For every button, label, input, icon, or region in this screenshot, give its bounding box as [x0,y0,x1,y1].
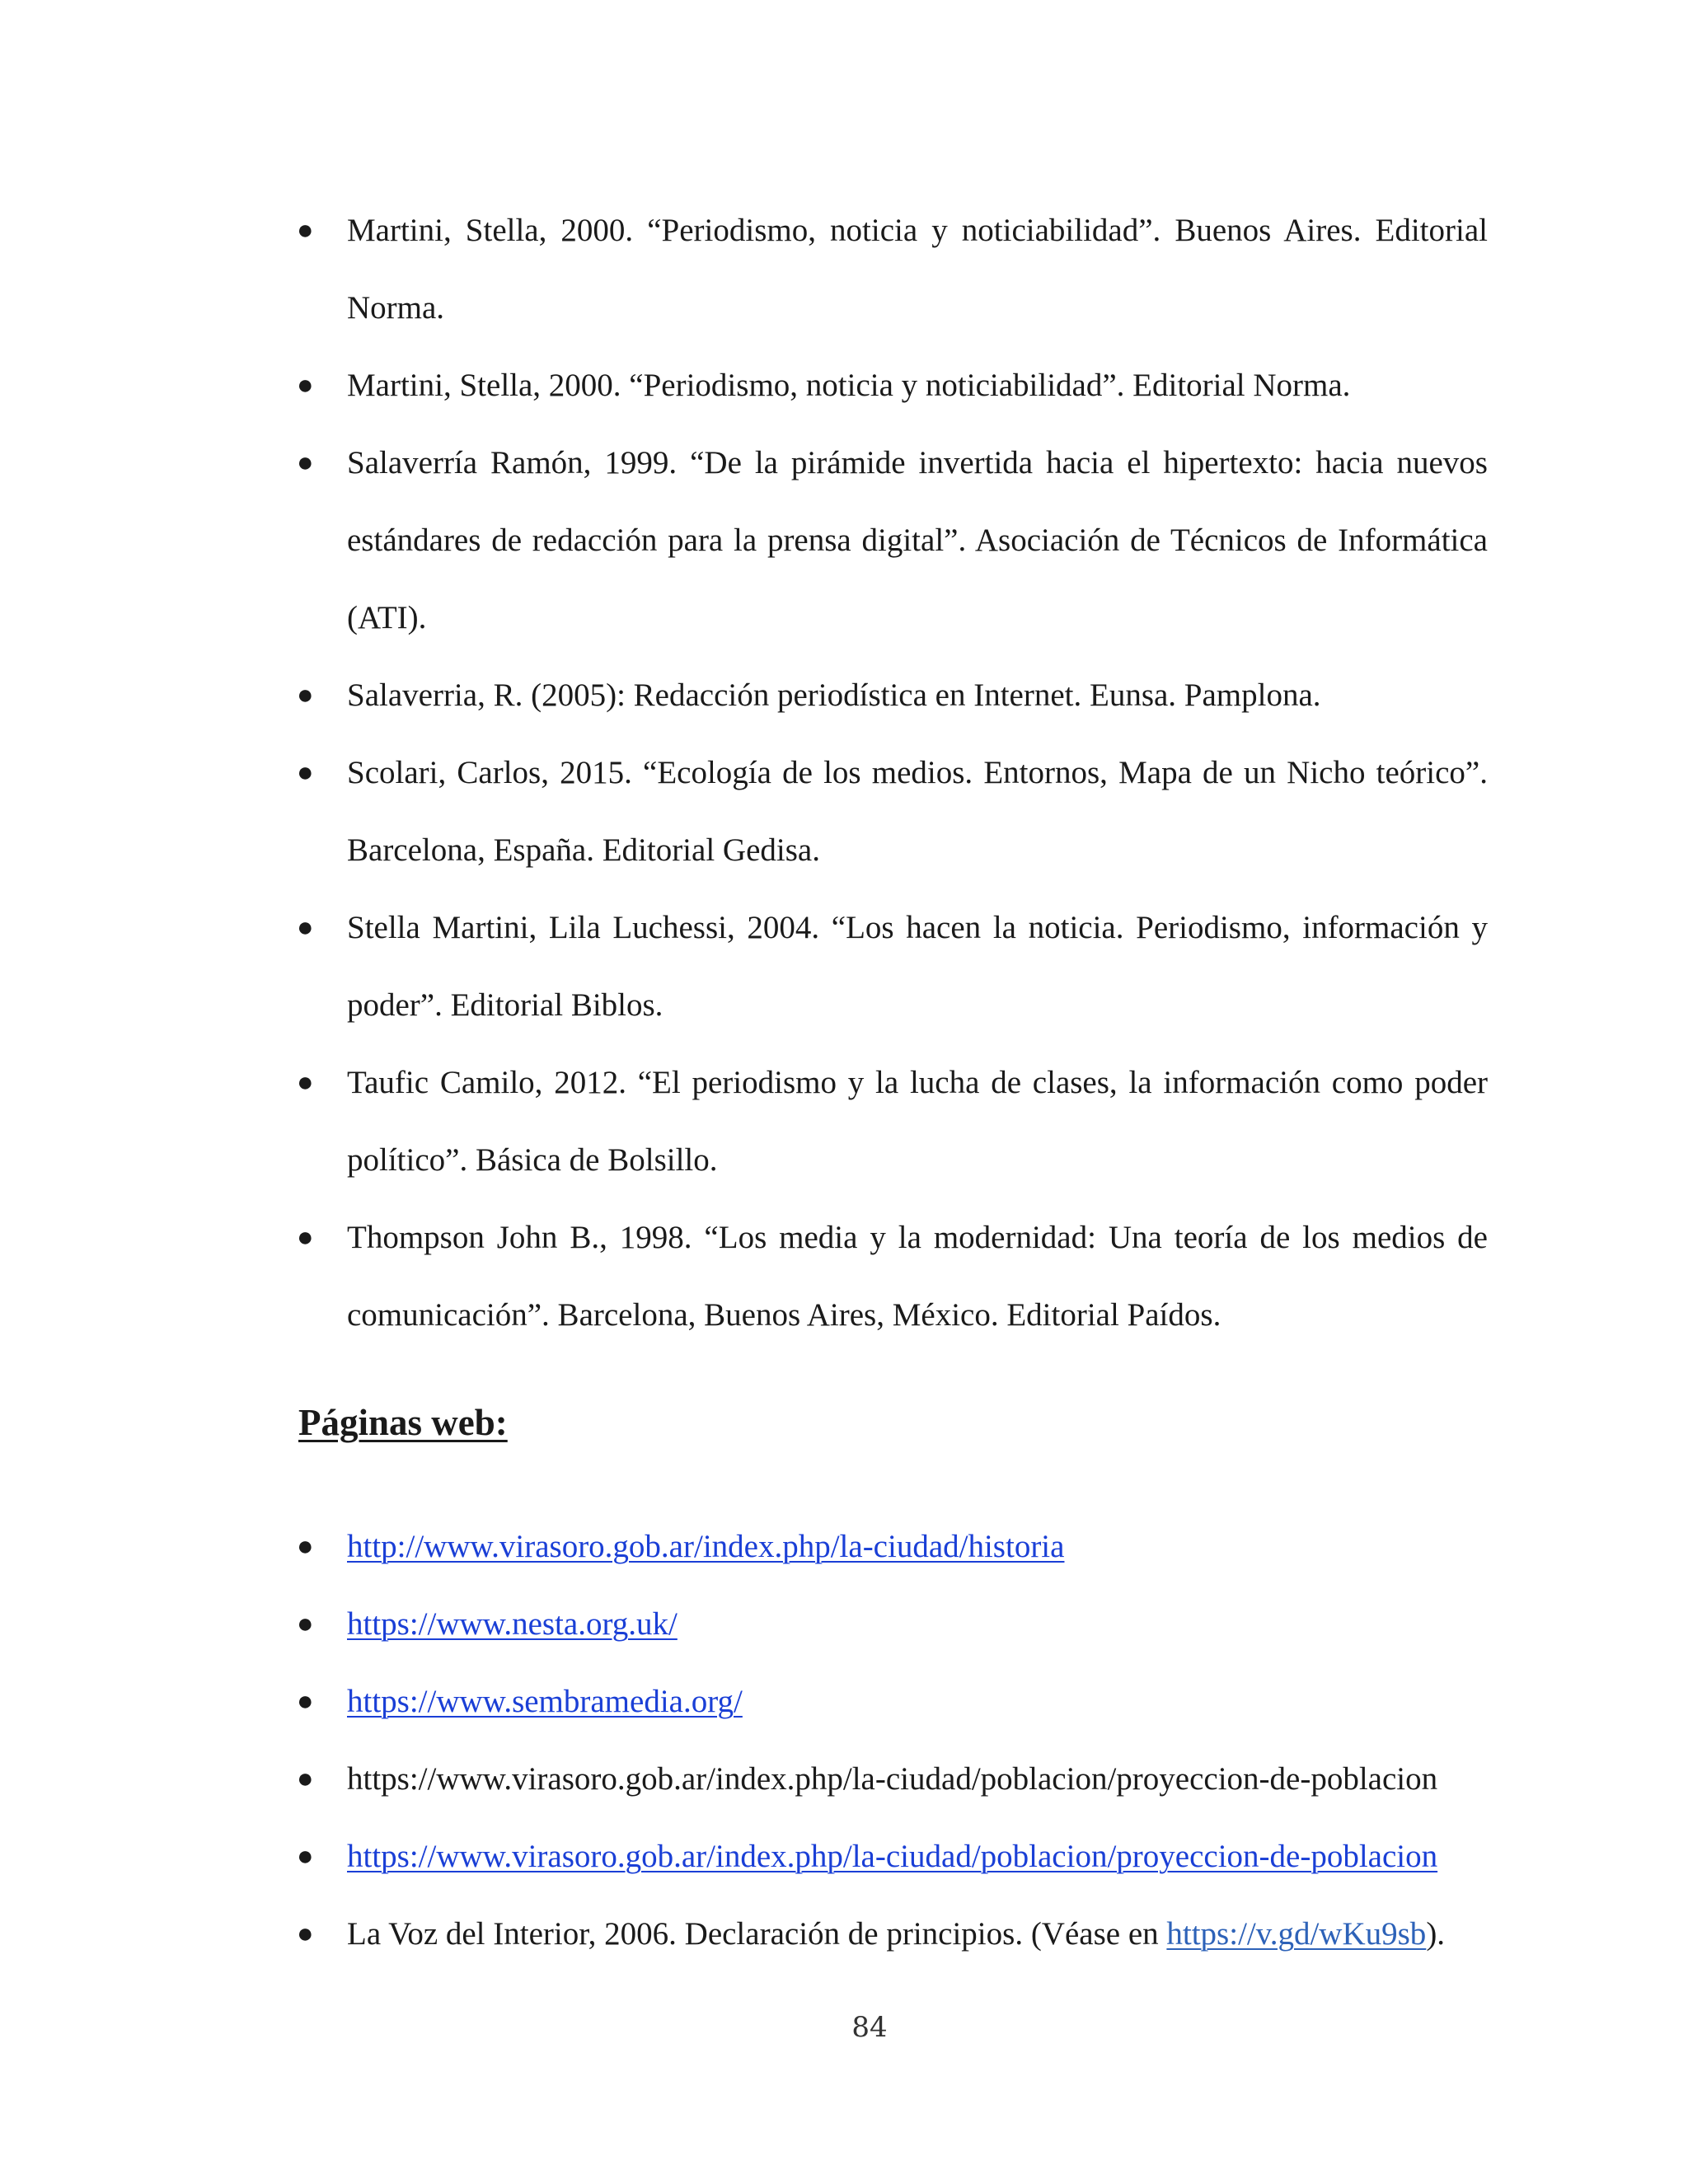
bullet-icon: ● [297,912,314,943]
bibliography-item [0,424,1488,657]
bibliography-item-text: Salaverria, R. (2005): Redacción periodística en Internet. Eunsa. Pamplona. [347,677,1321,713]
web-link-item [0,1741,1501,1818]
bibliography-item-text: Martini, Stella, 2000. “Periodismo, noticia y noticiabilidad”. Buenos Aires. Editorial Norma. [347,213,1488,326]
web-link[interactable]: http://www.virasoro.gob.ar/index.php/la-ciudad/historia [347,1529,1065,1564]
bibliography-item [0,1044,1488,1199]
page-number: 84 [851,2011,888,2044]
reference-suffix: ). [1426,1916,1446,1952]
web-url-text: https://www.virasoro.gob.ar/index.php/la-ciudad/poblacion/proyeccion-de-poblacion [347,1761,1438,1797]
bibliography-item [0,734,1488,889]
bibliography-list [0,192,1488,1354]
web-link[interactable]: https://www.virasoro.gob.ar/index.php/la-ciudad/poblacion/proyeccion-de-poblacion [347,1839,1438,1874]
bibliography-item [0,1199,1488,1354]
bullet-icon: ● [297,370,314,401]
short-link[interactable]: https://v.gd/wKu9sb [1166,1916,1427,1952]
web-link-item [0,1818,1501,1896]
bibliography-item-text: Thompson John B., 1998. “Los media y la modernidad: Una teoría de los medios de comunicación”. Barcelona, Buenos Aires, México. Editorial Paídos. [347,1220,1488,1333]
bibliography-item [0,889,1488,1044]
bullet-icon: ● [297,1686,314,1717]
web-link-item [0,1508,1501,1586]
web-links-list [0,1508,1501,1973]
web-link[interactable]: https://www.sembramedia.org/ [347,1684,743,1719]
bibliography-item-text: Martini, Stella, 2000. “Periodismo, noticia y noticiabilidad”. Editorial Norma. [347,368,1351,403]
bullet-icon: ● [297,1919,314,1949]
bibliography-item-text: Stella Martini, Lila Luchessi, 2004. “Los hacen la noticia. Periodismo, información y poder”. Editorial Biblos. [347,910,1488,1023]
bullet-icon: ● [297,1764,314,1794]
web-link-item [0,1896,1501,1973]
bibliography-item-text: Salaverría Ramón, 1999. “De la pirámide invertida hacia el hipertexto: hacia nuevos estándares de redacción para la prensa digital”. Asociación de Técnicos de Informática (ATI). [347,445,1488,635]
bullet-icon: ● [297,448,314,478]
bullet-icon: ● [297,1531,314,1562]
bullet-icon: ● [297,1841,314,1872]
web-link-item [0,1586,1501,1663]
bibliography-item [0,192,1488,347]
bullet-icon: ● [297,1067,314,1098]
reference-prefix: La Voz del Interior, 2006. Declaración de principios. (Véase en [347,1916,1167,1952]
bullet-icon: ● [297,680,314,710]
web-pages-heading: Páginas web: [298,1402,508,1443]
web-link[interactable]: https://www.nesta.org.uk/ [347,1606,678,1642]
bullet-icon: ● [297,757,314,788]
bibliography-item-text: Scolari, Carlos, 2015. “Ecología de los medios. Entornos, Mapa de un Nicho teórico”. Barcelona, España. Editorial Gedisa. [347,755,1488,868]
bullet-icon: ● [297,215,314,246]
bullet-icon: ● [297,1609,314,1639]
bibliography-item [0,657,1488,734]
bibliography-item-text: Taufic Camilo, 2012. “El periodismo y la lucha de clases, la información como poder político”. Básica de Bolsillo. [347,1065,1488,1178]
bullet-icon: ● [297,1222,314,1253]
web-link-item [0,1663,1501,1741]
bibliography-item [0,347,1488,424]
